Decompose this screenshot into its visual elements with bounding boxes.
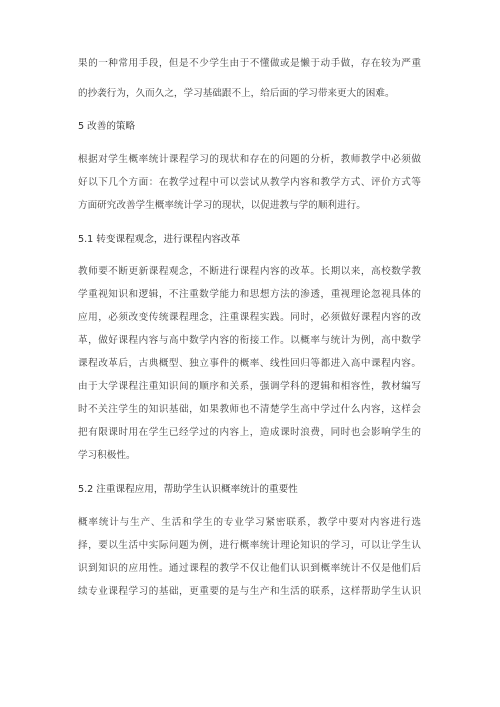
paragraph-line: 的抄袭行为，久而久之，学习基础跟不上，给后面的学习带来更大的困难。 xyxy=(78,88,395,99)
paragraph-line: 革，做好课程内容与高中数学内容的衔接工作。以概率与统计为例，高中数学 xyxy=(78,335,421,346)
paragraph-line: 课程改革后，古典概型、独立事件的概率、线性回归等都进入高中课程内容。 xyxy=(78,358,421,369)
paragraph-line: 学习积极性。 xyxy=(78,450,136,461)
paragraph-line: 好以下几个方面：在教学过程中可以尝试从教学内容和教学方式、评价方式等 xyxy=(78,177,421,188)
paragraph-line: 概率统计与生产、生活和学生的专业学习紧密联系，教学中要对内容进行选 xyxy=(78,517,421,528)
paragraph-line: 果的一种常用手段，但是不少学生由于不懂做或是懒于动手做，存在较为严重 xyxy=(78,58,421,69)
subsection-heading: 5.2 注重课程应用，帮助学生认识概率统计的重要性 xyxy=(78,484,298,495)
paragraph-line: 时不关注学生的知识基础，如果教师也不清楚学生高中学过什么内容，这样会 xyxy=(78,404,421,415)
section-heading: 5 改善的策略 xyxy=(78,121,136,132)
paragraph-line: 续专业课程学习的基础，更重要的是与生产和生活的联系，这样帮助学生认识 xyxy=(78,586,421,597)
paragraph-line: 应用，必须改变传统课程理念，注重课程实践。同时，必须做好课程内容的改 xyxy=(78,312,421,323)
paragraph-line: 学重视知识和逻辑，不注重数学能力和思想方法的渗透，重视理论忽视具体的 xyxy=(78,289,421,300)
subsection-heading: 5.1 转变课程观念，进行课程内容改革 xyxy=(78,234,241,245)
paragraph-line: 根据对学生概率统计课程学习的现状和存在的问题的分析，教师教学中必须做 xyxy=(78,154,421,165)
paragraph-line: 教师要不断更新课程观念，不断进行课程内容的改革。长期以来，高校数学教 xyxy=(78,266,421,277)
paragraph-line: 择，要以生活中实际问题为例，进行概率统计理论知识的学习，可以让学生认 xyxy=(78,540,421,551)
paragraph-line: 方面研究改善学生概率统计学习的现状，以促进教与学的顺利进行。 xyxy=(78,200,366,211)
paragraph-line: 把有限课时用在学生已经学过的内容上，造成课时浪费，同时也会影响学生的 xyxy=(78,427,421,438)
paragraph-line: 由于大学课程注重知识间的顺序和关系，强调学科的逻辑和相容性，教材编写 xyxy=(78,381,421,392)
paragraph-line: 识到知识的应用性。通过课程的教学不仅让他们认识到概率统计不仅是他们后 xyxy=(78,563,421,574)
